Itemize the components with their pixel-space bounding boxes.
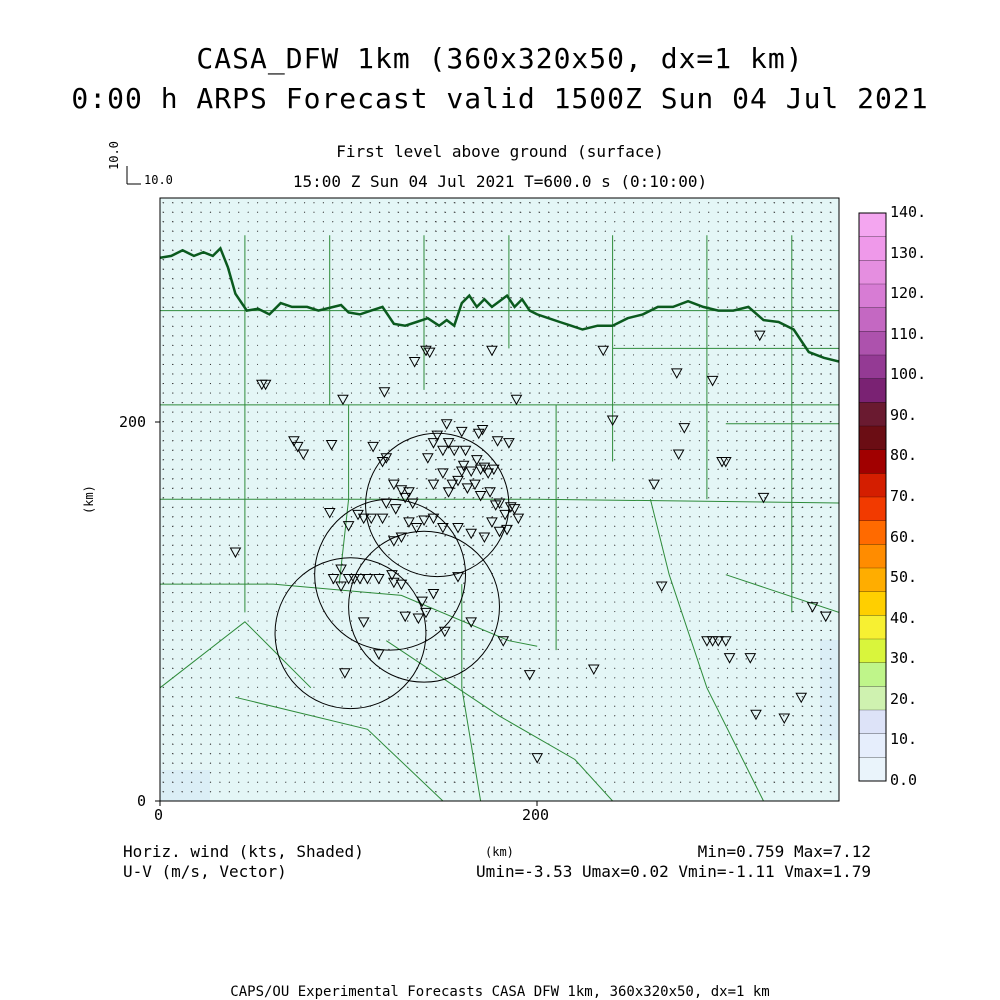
colorbar-swatch [859, 734, 886, 758]
x-tick-label-0: 0 [154, 806, 164, 824]
colorbar-label: 60. [890, 527, 918, 546]
colorbar-swatch [859, 379, 886, 403]
y-tick-label-200: 200 [119, 413, 147, 431]
reference-vector-vertical-label: 10.0 [107, 141, 121, 170]
y-tick-label-0: 0 [137, 792, 147, 810]
shade-patch [820, 640, 839, 740]
colorbar-label: 130. [890, 243, 927, 262]
uv-min-max-values: Umin=-3.53 Umax=0.02 Vmin=-1.11 Vmax=1.79 [476, 862, 871, 881]
colorbar-swatch [859, 473, 886, 497]
colorbar-swatch [859, 686, 886, 710]
colorbar-swatch [859, 521, 886, 545]
colorbar [859, 213, 886, 781]
colorbar-swatch [859, 497, 886, 521]
colorbar-swatch [859, 615, 886, 639]
colorbar-swatch [859, 663, 886, 687]
min-max-values: Min=0.759 Max=7.12 [697, 842, 871, 861]
valid-time-subtitle: 15:00 Z Sun 04 Jul 2021 T=600.0 s (0:10:00) [292, 172, 708, 191]
colorbar-swatch [859, 450, 886, 474]
colorbar-swatch [859, 639, 886, 663]
colorbar-label: 70. [890, 487, 918, 505]
y-axis-label: (km) [82, 485, 96, 514]
colorbar-label: 100. [890, 365, 927, 384]
colorbar-label: 110. [890, 324, 927, 343]
forecast-valid-title: 0:00 h ARPS Forecast valid 1500Z Sun 04 Jul 2021 [71, 82, 929, 115]
colorbar-label: 0.0 [890, 771, 918, 789]
shaded-field-label: Horiz. wind (kts, Shaded) [123, 842, 364, 861]
chart-title: CASA_DFW 1km (360x320x50, dx=1 km) [196, 42, 804, 75]
colorbar-swatch [859, 284, 886, 308]
colorbar-label: 40. [890, 608, 918, 627]
colorbar-label: 20. [890, 689, 918, 708]
colorbar-label: 50. [890, 568, 918, 587]
colorbar-swatch [859, 355, 886, 379]
colorbar-swatch [859, 237, 886, 261]
credit-line: CAPS/OU Experimental Forecasts CASA DFW 1km, 360x320x50, dx=1 km [230, 984, 770, 1000]
colorbar-label: 80. [890, 446, 918, 465]
colorbar-swatch [859, 331, 886, 355]
colorbar-swatch [859, 402, 886, 426]
colorbar-swatch [859, 308, 886, 332]
colorbar-swatch [859, 710, 886, 734]
colorbar-swatch [859, 260, 886, 284]
colorbar-label: 140. [890, 203, 927, 221]
reference-vector-horizontal-label: 10.0 [144, 173, 173, 187]
colorbar-swatch [859, 592, 886, 616]
x-tick-label-200: 200 [522, 806, 550, 824]
x-axis-label: (km) [485, 845, 514, 859]
colorbar-swatch [859, 568, 886, 592]
colorbar-label: 10. [890, 730, 918, 749]
colorbar-label: 30. [890, 649, 918, 668]
level-subtitle: First level above ground (surface) [336, 142, 664, 161]
colorbar-swatch [859, 426, 886, 450]
colorbar-swatch [859, 213, 886, 237]
colorbar-label: 90. [890, 405, 918, 424]
colorbar-label: 120. [890, 284, 927, 303]
shade-patch [160, 770, 210, 801]
colorbar-swatch [859, 757, 886, 781]
vector-field-label: U-V (m/s, Vector) [123, 862, 287, 881]
colorbar-swatch [859, 544, 886, 568]
